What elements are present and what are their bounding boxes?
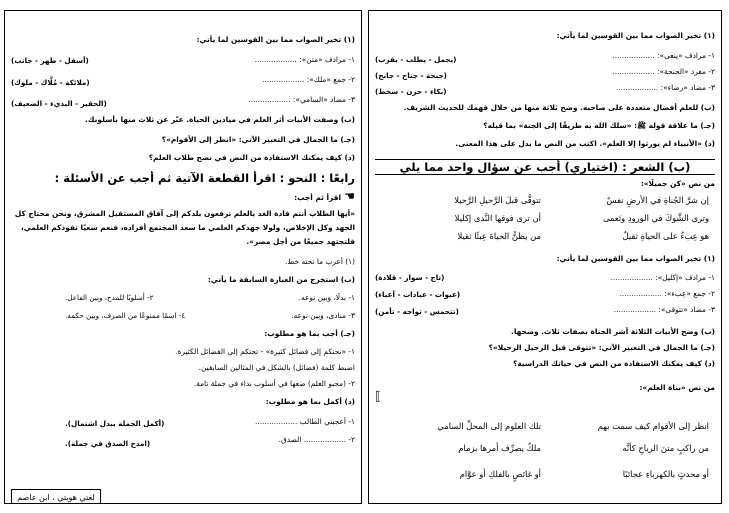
gb-item-left: ٤- اسمًا ممنوعًا من الصرف، وبين حكمه. (65, 311, 186, 320)
poem1-verse-left: من يظنُّ الحياةَ عِبئًا ثقيلا (457, 231, 541, 241)
q1-item: ٣- مضاد «رضاء»: .................. (615, 83, 715, 92)
gc-item: اضبط كلمة (فضائل) بالشكل في المثالين السابقين. (198, 363, 355, 372)
q1-option: (ملائكة - مُلَّاك - ملوك) (11, 78, 90, 87)
gc-title: (جـ) أجب بما هو مطلوب: (264, 329, 355, 338)
q1-title: (١) تخير الصواب مما بين القوسين لما يأتي: (196, 35, 355, 44)
q-b: (ب) للعلم أفضال متعددة على صاحبه. وضح ثلاثة منها من خلال فهمك للحديث الشريف. (403, 103, 715, 112)
poem1-verse-left: أن ترى فوقها النَّدى إكليلا (454, 213, 541, 223)
poem2-verse-left: ملكٌ يصرِّف أمرها بزمام (458, 443, 541, 453)
gd-item-right: ٢- .................. الصدق. (278, 435, 355, 444)
poem1-b: (ب) وضح الأبيات الثلاثة أشر الجناة بصفات ثلاث. وضحها. (511, 327, 715, 336)
watermark-label: لغتي هويتي ، ابن عاصم (11, 489, 101, 504)
read-intro: اقرأ ثم أجب: (294, 193, 341, 202)
gc-item: ١- «نحتكم إلى فضائل كثيرة» - تحتكم إلى الفضائل الكثيرة. (175, 347, 355, 356)
poem1-verse-left: تتوقَّى قبلَ الرَّحيلِ الرَّحيلا (454, 195, 541, 205)
left-column (4, 10, 362, 504)
gd-item-left: (امدح الصدق في جملة). (65, 439, 151, 448)
q-b: (ب) وصفت الأبيات أثر العلم في ميادين الحياة. عبّر عن ثلاث منها بأسلوبك. (84, 115, 355, 124)
q-c: (جـ) ما علاقة قوله ﷺ: «سلك الله به طريقًا إلى الجنة» بما قبله؟ (483, 121, 715, 130)
poem2-verse-right: من راكبٍ متنَ الرياحِ كأنَّه (622, 443, 709, 453)
grammar-heading: رابعًا : النحو : اقرأ القطعة الآتية ثم أجب عن الأسئلة : (54, 171, 355, 185)
poem1-q1-item: ١- مرادف «إكليل»: .................. (610, 273, 715, 282)
q1-item: ٢- جمع «ملك»: .................. (262, 75, 355, 84)
gd-item-left: (أكمل الجملة ببدل اشتمال). (65, 419, 165, 428)
q-d: (د) كيف يمكنك الاستفادة من النص في نصح طلاب العلم؟ (148, 153, 355, 162)
gd-title: (د) أكمل بما هو مطلوب: (265, 397, 355, 406)
q1-option: (بكاء - حزن - سخط) (375, 87, 447, 96)
poem1-verse-right: إن شرَّ الجُناةِ في الأرضِ نفسٌ (606, 195, 709, 205)
q-c: (جـ) ما الجمال في التعبير الآتي: «انظر إلى الأقوام»؟ (161, 135, 355, 144)
poem2-verse-left: أو غائصٍ بالفلكِ أو عوَّام (459, 469, 541, 479)
poem1-q1-option: (عبوات - عبادات - أعباء) (375, 290, 461, 299)
gd-item-right: ١- أعجبني الطالب .................. (255, 417, 355, 426)
poem2-verse-left: تلك العلوم إلى المحلِّ السامي (437, 421, 541, 431)
q1-option: (جنحة - جناح - جانح) (375, 71, 447, 80)
poem1-d: (د) كيف يمكنك الاستفادة من النص في حياتك الدراسية؟ (513, 359, 715, 368)
q1-option: (يجمل - يطلب - يقرب) (375, 55, 457, 64)
poem1-q1-item: ٢- جمع «عِبء»: .................. (619, 289, 715, 298)
q1-item: ١- مرادف «متن»: .................. (254, 55, 355, 64)
right-column (368, 10, 722, 504)
gb-item-right: ١- بدلًا، وبين نوعه. (298, 293, 355, 302)
poetry-heading: (ب) الشعر : (اختياري) أجب عن سؤال واحد مما يلي (375, 159, 715, 175)
bracket-icon: ⟧ (375, 389, 381, 403)
passage-line: الجهد وكل الإخلاص، ولولا جهدكم العلمي ما سعد المجتمع أفراده، فنعم سعيًا نفوذكم العلمي، (21, 223, 355, 232)
q1-item: ٣- مضاد «السامي»: .................. (248, 95, 355, 104)
hand-pointer-icon: ☚ (344, 189, 355, 203)
q1-option: (الحقير - البذيء - الضعيف) (11, 99, 107, 108)
poem1-q1-item: ٣- مضاد «تتوقى»: .................. (613, 305, 715, 314)
passage-line: «أيها الطلاب أنتم قادة الغد بالعلم ترفعون بلدكم إلى آفاق المستقبل المشرق، ونحن محتاج كل (14, 209, 355, 218)
poem2-verse-right: أو محدثٍ بالكهرباءِ عجائبًا (622, 469, 709, 479)
q1-title: (١) تخير الصواب مما بين القوسين لما يأتي: (556, 31, 715, 40)
poem1-intro: من نص «كن جميلًا»: (640, 179, 715, 188)
poem1-q1-option: (تاج - سوار - قلادة) (375, 273, 445, 282)
gb-title: (ب) استخرج من العبارة السابقة ما يأتي: (207, 275, 355, 284)
g1: (١) أعرب ما تحته خط. (285, 257, 355, 266)
q1-item: ١- مرادف «ينعى»: .................. (612, 51, 715, 60)
q-d: (د) «الأنبياء لم يورثوا إلا العلم». اكتب من النص ما يدل على هذا المعنى. (455, 139, 715, 148)
poem2-verse-right: انظر إلى الأقوام كيف سمت بهم (597, 421, 709, 431)
gb-item-right: ٣- منادى، وبين نوعه. (291, 311, 355, 320)
passage-line: فلتجتهد جميعًا من أجل مصر». (246, 237, 355, 246)
poem1-q1-option: (تتحمس - تواجه - تأمن) (375, 307, 459, 316)
poem2-intro: من نص «بناة العلم»: (639, 383, 715, 392)
poem1-c: (جـ) ما الجمال في التعبير الآتي: «تتوقى قبل الرحيل الرحيلا»؟ (488, 343, 715, 352)
gb-item-left: ٢- أسلوبًا للمدح، وبين الفاعل. (65, 293, 154, 302)
poem1-q1-title: (١) تخير الصواب مما بين القوسين لما يأتي: (556, 254, 715, 263)
q1-option: (أسفل - ظهر - جانب) (11, 56, 89, 65)
poem1-verse-right: وترى الشَّوكَ في الورودِ وتَعمى (602, 213, 709, 223)
poem1-verse-right: هو عِبءٌ على الحياةِ ثقيلٌ (622, 231, 709, 241)
gc-item: ٢- (محبو العلم) ضعها في أسلوب نداء في جملة تامة. (193, 379, 355, 388)
q1-item: ٢- مفرد «الجنحة»: .................. (612, 67, 715, 76)
